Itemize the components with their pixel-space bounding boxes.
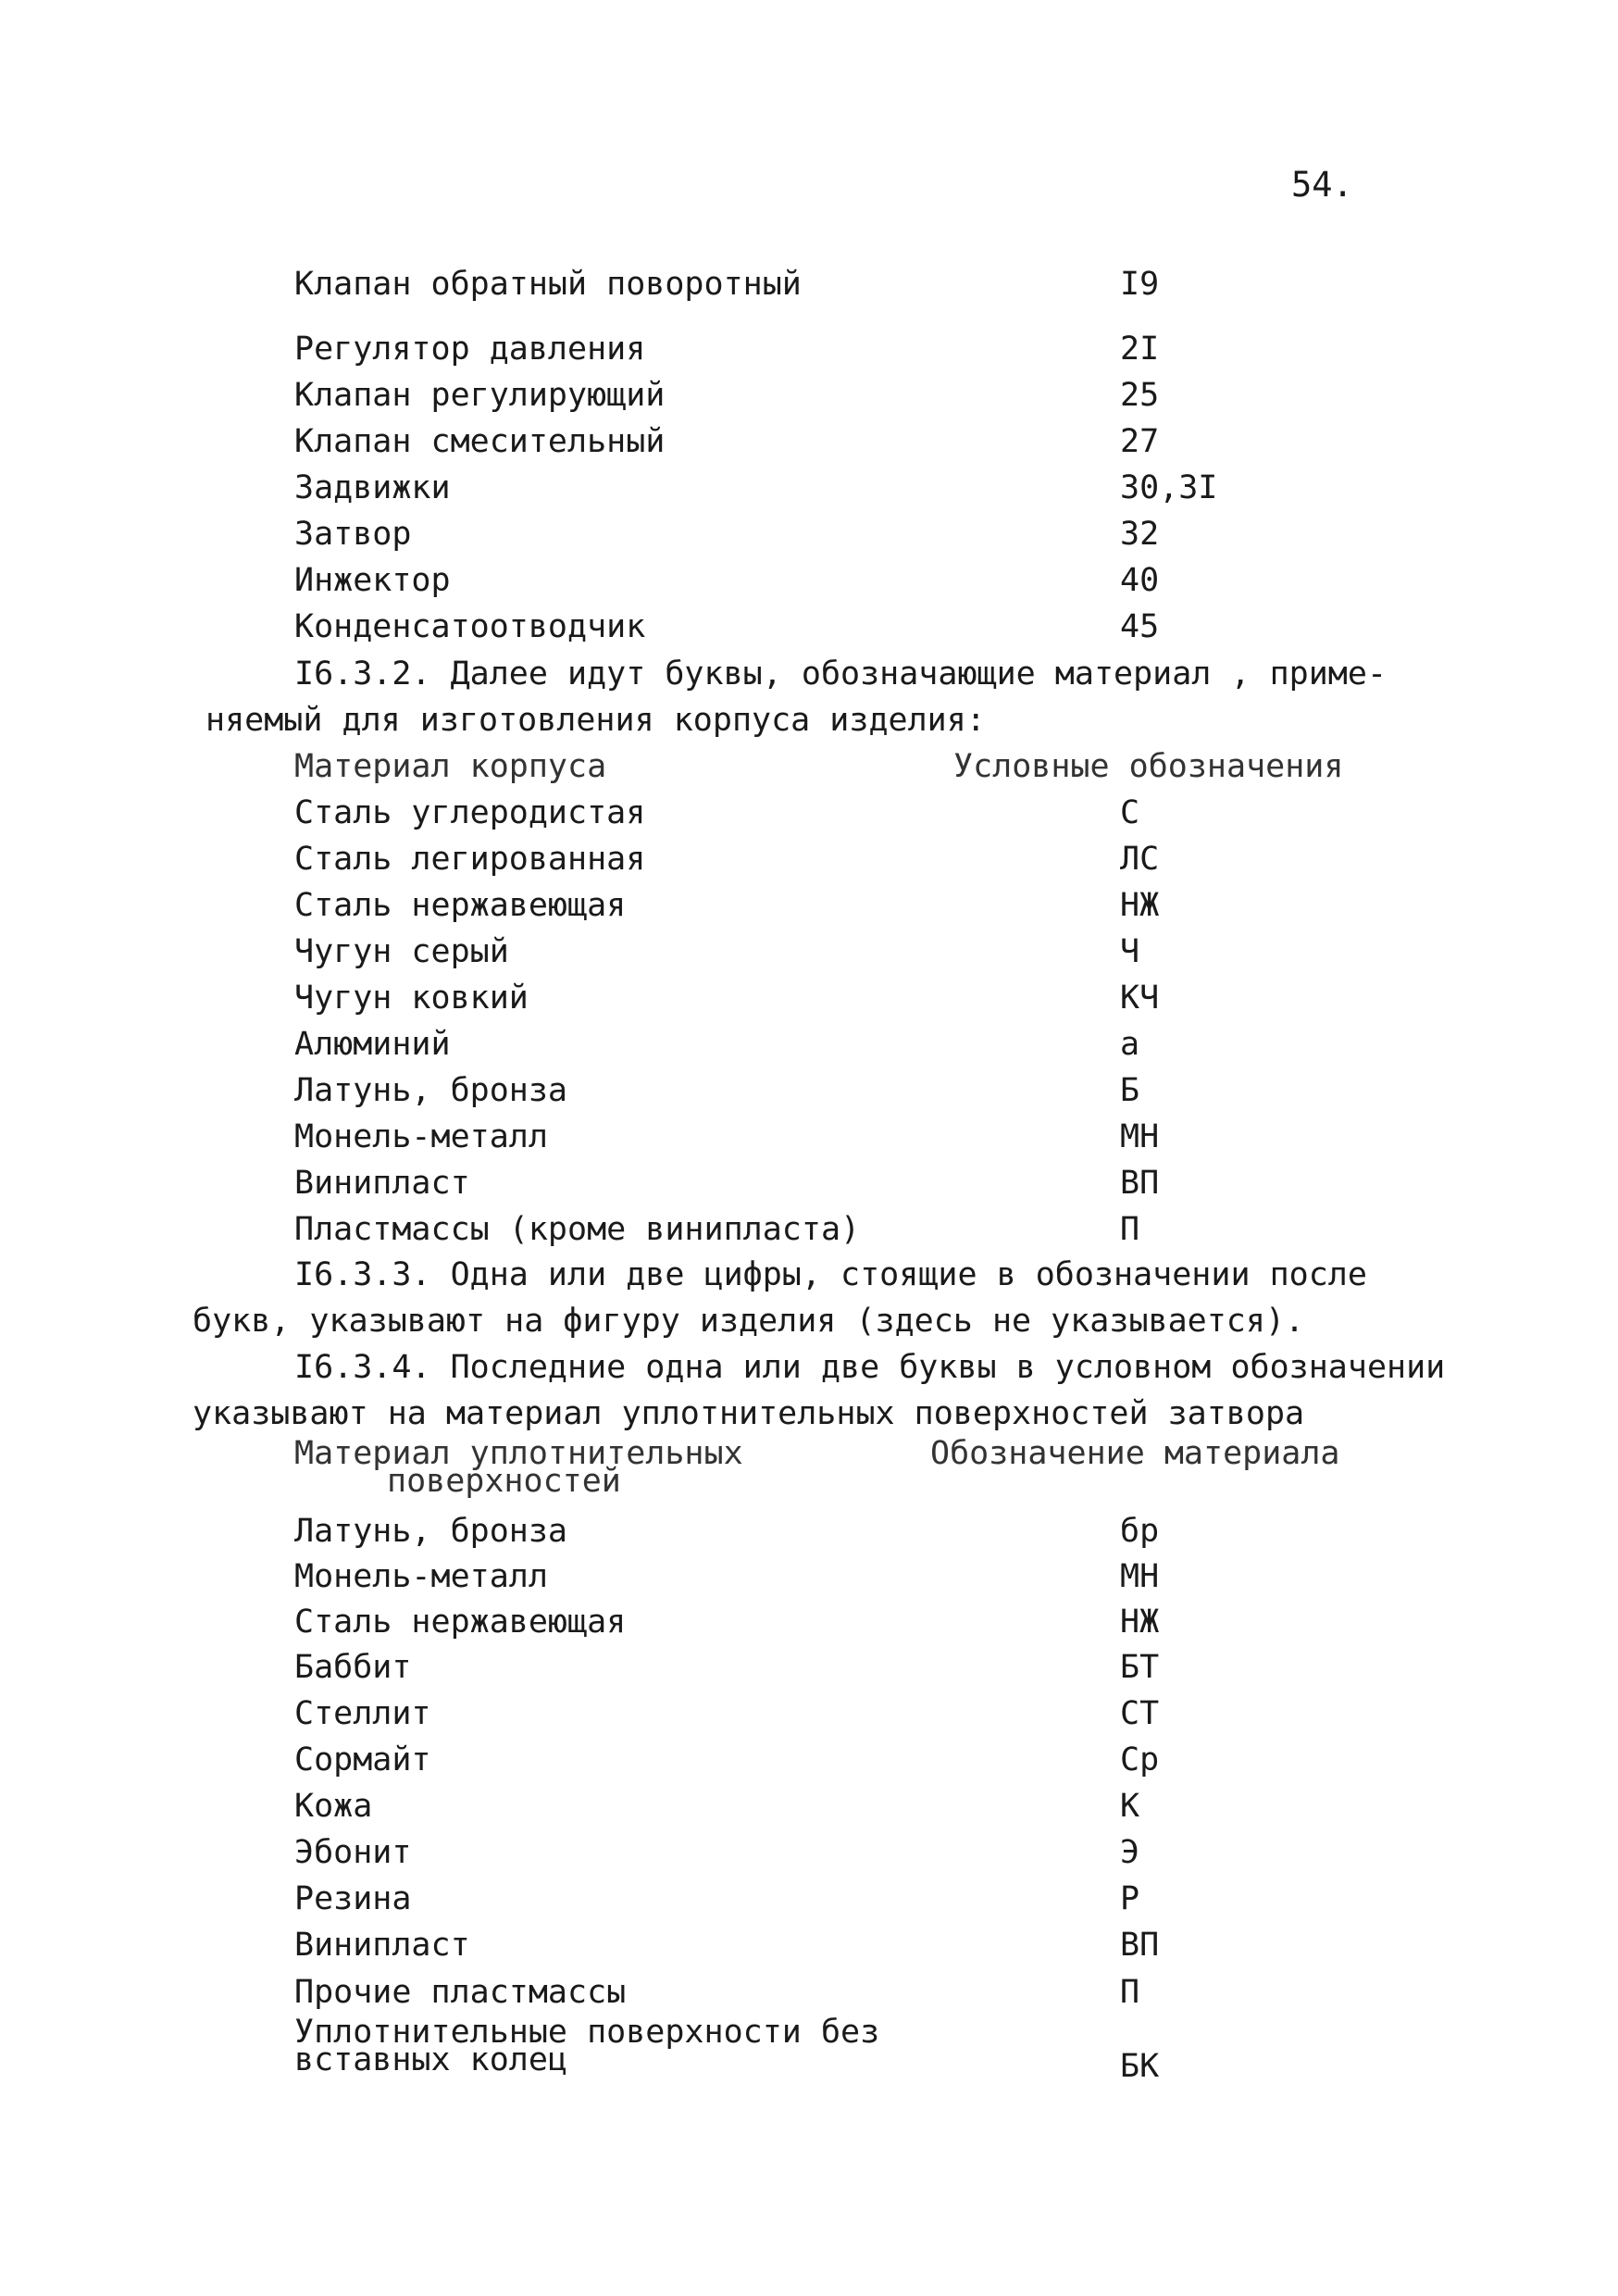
paragraph-line: I6.3.4. Последние одна или две буквы в условном обозначении [294, 1349, 1446, 1386]
item-code: 2I [1120, 331, 1160, 368]
table-row [0, 1740, 1618, 1780]
item-code: 40 [1120, 562, 1160, 599]
material-name: Чугун ковкий [294, 980, 529, 1017]
material-code: Э [1120, 1834, 1140, 1871]
page-number: 54. [1291, 165, 1353, 205]
item-name: Клапан обратный поворотный [294, 266, 802, 303]
paragraph-line: букв, указывают на фигуру изделия (здесь не указывается). [193, 1303, 1305, 1340]
material-code: Ч [1120, 933, 1140, 970]
table-header [0, 746, 1618, 787]
item-name: Клапан смесительный [294, 423, 666, 460]
list-item [0, 606, 1618, 647]
material-code: БТ [1120, 1649, 1160, 1686]
material-name: Стеллит [294, 1695, 431, 1732]
header-line: Материал уплотнительных [294, 1435, 743, 1472]
material-code: МН [1120, 1118, 1160, 1155]
material-code: а [1120, 1026, 1140, 1063]
table-row [0, 1786, 1618, 1827]
material-name: Сталь нержавеющая [294, 887, 627, 924]
material-name: Чугун серый [294, 933, 509, 970]
item-name: Клапан регулирующий [294, 377, 666, 414]
table-row [0, 1693, 1618, 1734]
item-code: 32 [1120, 516, 1160, 553]
material-code: К [1120, 1788, 1140, 1825]
material-code: ЛС [1120, 841, 1160, 878]
list-item [0, 514, 1618, 555]
paragraph-line: I6.3.3. Одна или две цифры, стоящие в обозначении после [294, 1256, 1367, 1293]
material-name: Сталь легированная [294, 841, 646, 878]
table-row [0, 1163, 1618, 1204]
table-row [0, 1647, 1618, 1688]
material-code: Р [1120, 1880, 1140, 1917]
table-row [0, 1972, 1618, 2013]
item-name: Конденсатоотводчик [294, 608, 646, 645]
name-line: Уплотнительные поверхности без [294, 2014, 880, 2051]
item-code: 25 [1120, 377, 1160, 414]
material-code: П [1120, 1974, 1140, 2011]
table-row [0, 1556, 1618, 1597]
column-header-material [294, 1435, 743, 1500]
material-code: НЖ [1120, 1603, 1160, 1641]
item-name: Затвор [294, 516, 412, 553]
material-name: Резина [294, 1880, 412, 1917]
table-row [0, 978, 1618, 1018]
list-item [0, 468, 1618, 508]
column-header-code: Условные обозначения [953, 748, 1344, 785]
list-item [0, 421, 1618, 462]
header-line: поверхностей [387, 1463, 621, 1500]
material-name: Латунь, бронза [294, 1513, 568, 1550]
material-name: Монель-металл [294, 1558, 548, 1595]
material-code: СТ [1120, 1695, 1160, 1732]
table-row [0, 1925, 1618, 1965]
material-name: Пластмассы (кроме винипласта) [294, 1211, 861, 1248]
table-row [0, 1117, 1618, 1157]
table-row [0, 839, 1618, 880]
material-code: КЧ [1120, 980, 1160, 1017]
item-name: Инжектор [294, 562, 451, 599]
table-row [0, 1070, 1618, 1111]
material-code: НЖ [1120, 887, 1160, 924]
table-header [0, 1435, 1618, 1504]
material-code: Б [1120, 1072, 1140, 1109]
material-code: бр [1120, 1513, 1160, 1550]
table-row [0, 1511, 1618, 1552]
table-row [0, 1602, 1618, 1642]
list-item [0, 264, 1618, 305]
item-code: 30,3I [1120, 469, 1218, 506]
item-name: Регулятор давления [294, 331, 646, 368]
table-row [0, 2014, 1618, 2092]
table-row [0, 1024, 1618, 1065]
material-code: П [1120, 1211, 1140, 1248]
column-header-code: Обозначение материала [930, 1435, 1340, 1472]
material-name: Эбонит [294, 1834, 412, 1871]
column-header-material: Материал корпуса [294, 748, 607, 785]
name-line: вставных колец [294, 2041, 568, 2078]
item-code: 45 [1120, 608, 1160, 645]
material-name: Винипласт [294, 1927, 470, 1964]
table-row [0, 792, 1618, 833]
table-row [0, 1209, 1618, 1250]
list-item [0, 329, 1618, 369]
table-row [0, 1878, 1618, 1919]
material-code: С [1120, 794, 1140, 831]
material-name: Алюминий [294, 1026, 451, 1063]
material-code: ВП [1120, 1927, 1160, 1964]
paragraph-line: указывают на материал уплотнительных поверхностей затвора [193, 1395, 1305, 1432]
paragraph-line: I6.3.2. Далее идут буквы, обозначающие материал , приме- [294, 655, 1388, 693]
item-name: Задвижки [294, 469, 451, 506]
material-name: Сормайт [294, 1741, 431, 1778]
material-code: МН [1120, 1558, 1160, 1595]
material-code: Ср [1120, 1741, 1160, 1778]
paragraph-line: няемый для изготовления корпуса изделия: [205, 702, 986, 739]
item-code: I9 [1120, 266, 1160, 303]
material-name: Винипласт [294, 1165, 470, 1202]
material-code: БК [1120, 2048, 1160, 2085]
item-code: 27 [1120, 423, 1160, 460]
table-row [0, 931, 1618, 972]
material-name: Прочие пластмассы [294, 1974, 627, 2011]
material-name: Кожа [294, 1788, 373, 1825]
material-name: Латунь, бронза [294, 1072, 568, 1109]
material-name: Сталь углеродистая [294, 794, 646, 831]
material-code: ВП [1120, 1165, 1160, 1202]
material-name: Баббит [294, 1649, 412, 1686]
material-name: Монель-металл [294, 1118, 548, 1155]
list-item [0, 560, 1618, 601]
material-name: Сталь нержавеющая [294, 1603, 627, 1641]
list-item [0, 375, 1618, 416]
table-row [0, 1832, 1618, 1873]
material-name [294, 2014, 880, 2078]
table-row [0, 885, 1618, 926]
